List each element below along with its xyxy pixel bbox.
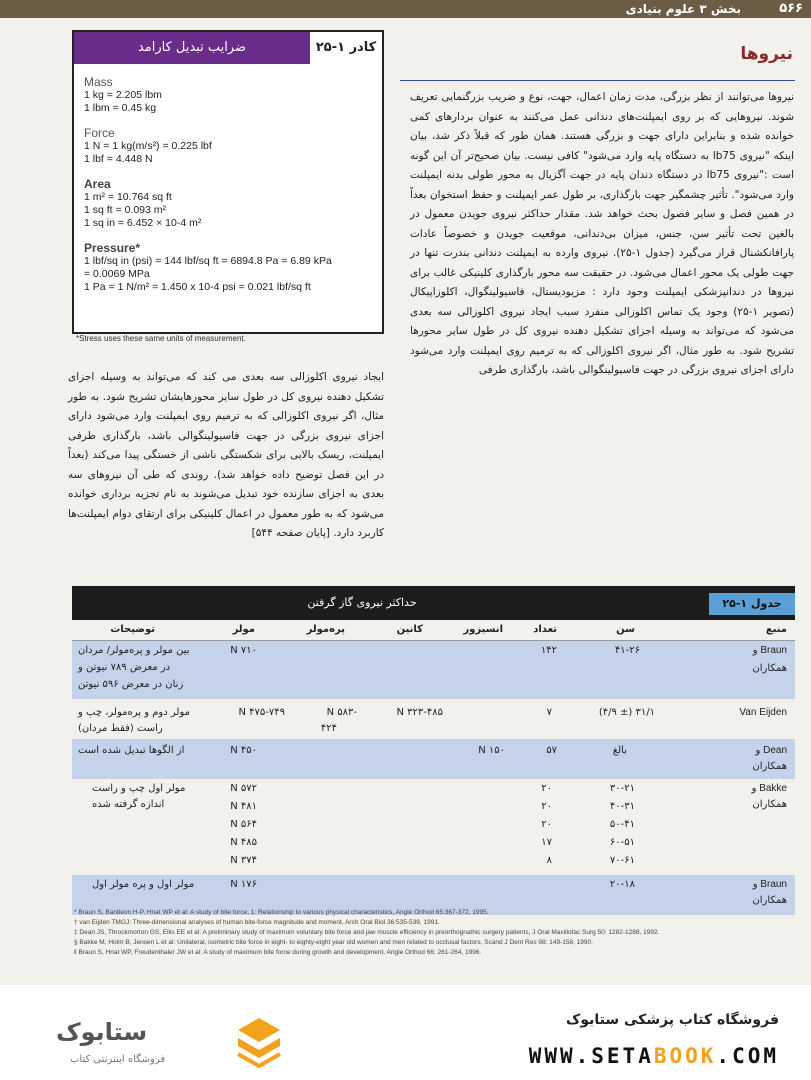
- mass-line: 1 kg = 2.205 lbm: [84, 89, 162, 101]
- table-row: [72, 699, 795, 739]
- row-molar: ۳۷۴ N: [230, 855, 257, 866]
- footnote: § Bakke M, Holm B, Jensen L et al: Unilateral, isometric bite force in eight- to eighty-eight year old women and men related to occlusal factors, Scand J Dent Res 98: 149-158, 1990.: [74, 939, 593, 946]
- page-header: [0, 0, 811, 18]
- col-canine: کانین: [396, 624, 423, 635]
- row-molar: ۴۸۵ N: [230, 837, 257, 848]
- paragraph-right: نیروها می‌توانند از نظر بزرگی، مدت زمان اعمال، جهت، نوع و ضریب بزرگنمایی تعریف شوند. نیروهایی که بر روی ایمپلنت‌های دندانی عمل می‌کنند به عنوان بردارهای کمی خوانده شده و بنابراین دارای جهت و بزرگی هستند. همان طور که قبلاً ذکر شد، بیان اینکه "نیروی lb75 به دستگاه پایه وارد می‌شود" کافی نیست. بیان صحیح‌تر آن این گونه است :"نیروی lb75 در دستگاه دندان پایه در جهت آگزیال به محور طولی بدنه ایمپلنت وارد می‌شود". تأثیر چشمگیر جهت بارگذاری، بر طول عمر ایمپلنت و حفظ استخوان بعداً در همین فصل و سایر فصول بحث خواهد شد. مقدار حداکثر نیروی جویدن معمول در بالغین تحت تأثیر سن، جنس، میزان بی‌دندانی، موقعیت جویدن و خصوصاً عادات پارافانکشنال قرار می‌گیرد (جدول ۱-۲۵). نیروی وارده به ایمپلنت دندانی بندرت تنها در جهت طولی یک محور اعمال می‌شود. در حقیقت سه محور بارگذاری کلینیکی غالب برای نیروها در دندانپزشکی ایمپلنت وجود دارد : مزیودیستال، فاسیولینگوال، اکلوزاپیکال (تصویر ۱-۲۵) وجود یک تماس اکلوزالی منفرد سبب ایجاد نیروی اکلوزالی سه بعدی می‌شود که می‌تواند به وسیله اجزای تشکیل دهنده نیروی کل در طول سایر محورها تشریح شود. به طور مثال، اگر نیروی اکلوزالی که به ترمیم روی ایمپلنت وارد می‌شود دارای اجزای نیروی بزرگی در جهت فاسیولینگوالی باشد، بارگذاری طرفی: [410, 91, 794, 376]
- row-count: ۱۴۲: [540, 645, 557, 656]
- row-age: ۲۰-۱۸: [609, 879, 635, 890]
- footnote: ‖ Braun S, Hnat WP, Freudenthaler JW et al: A study of maximum bite force during growth and development, Angle Orthod 66: 261-264, 1996.: [74, 949, 482, 956]
- row-age: ۴۰-۳۱: [609, 801, 635, 812]
- row-note: بین مولر و پره‌مولر/ مردان: [78, 645, 190, 656]
- row-note: مولر دوم و پره‌مولر، چپ و: [78, 707, 190, 718]
- table-row: [72, 739, 795, 779]
- row-age: بالغ: [612, 745, 627, 756]
- row-note: زنان در معرض ۵۹۶ نیوتن: [78, 679, 184, 690]
- page-number: ۵۶۶: [779, 1, 803, 16]
- row-source-2: همکاران: [752, 799, 787, 810]
- row-note: مولر اول و پره مولر اول: [92, 879, 195, 890]
- row-incisor: ۱۵۰ N: [478, 745, 505, 756]
- col-source: منبع: [765, 624, 787, 635]
- col-premolar: پره‌مولر: [306, 624, 345, 635]
- row-molar: ۵۶۴ N: [230, 819, 257, 830]
- row-count: ۲۰: [541, 783, 552, 794]
- col-notes: توضیحات: [110, 624, 155, 635]
- paragraph-left: ایجاد نیروی اکلوزالی سه بعدی می کند که می‌تواند به وسیله اجزای تشکیل دهنده نیروی کل در طول سایر محورهایشان تشریح شود. به طور مثال، اگر نیروی اکلوزالی که به ترمیم روی ایمپلنت وارد می‌شود دارای اجزای نیروی بزرگی در جهت فاسیولینگوالی باشد، بارگذاری طرفی ایمپلنت، ریسک بالایی برای شکستگی ناشی از خستگی پیدا می‌کند (بعداً در این فصل توضیح داده خواهد شد). روندی که طی آن نیروهای سه بعدی به اجزای سازنده خود تبدیل می‌شوند به نام تجزیه برداری خوانده می‌شود که به طور معمول در اعمال کلینیکی برای ارتقای دوام ایمپلنت‌ها کاربرد دارد. [پایان صفحه ۵۴۴]: [68, 371, 384, 539]
- row-premolar-2: ۴۲۴: [320, 723, 337, 734]
- row-source: Braun و: [752, 879, 787, 890]
- row-age: ۳۱/۱ (± ۴/۹): [598, 707, 655, 718]
- section-rule: [400, 80, 795, 81]
- table-row: [72, 641, 795, 699]
- row-age: ۵۰-۴۱: [609, 819, 635, 830]
- pressure-heading: Pressure*: [84, 241, 141, 255]
- section-name: بخش ۳ علوم بنیادی: [625, 2, 741, 16]
- row-source: Bakke و: [751, 783, 787, 794]
- url-part-highlight: BOOK: [653, 1044, 717, 1068]
- row-source: Braun و: [752, 645, 787, 656]
- row-count: ۲۰: [541, 801, 552, 812]
- row-age: ۷۰-۶۱: [609, 855, 635, 866]
- book-logo-icon: [234, 1014, 284, 1068]
- area-line: 1 sq in = 6.452 × 10-4 m²: [84, 217, 202, 229]
- table-title: حداکثر نیروی گاز گرفتن: [307, 596, 417, 609]
- store-logo-subtitle: فروشگاه اینترنتی کتاب: [70, 1054, 166, 1065]
- row-note: راست (فقط مردان): [78, 723, 163, 734]
- row-molar: ۴۸۱ N: [230, 801, 257, 812]
- row-source-2: همکاران: [752, 761, 787, 772]
- box-number: کادر ۱-۲۵: [310, 32, 382, 64]
- footnote: † van Eijden TMGJ: Three-dimensional analyses of human bite-force magnitude and moment, Arch Oral Biol 36:535-539, 1991.: [74, 919, 440, 926]
- force-line: 1 N = 1 kg(m/s²) = 0.225 lbf: [84, 140, 212, 152]
- row-count: ۵۷: [546, 745, 557, 756]
- url-part: .COM: [716, 1044, 779, 1068]
- row-source-2: همکاران: [752, 663, 787, 674]
- row-count: ۱۷: [541, 837, 552, 848]
- row-note: مولر اول چپ و راست: [92, 783, 186, 794]
- pressure-line: 1 Pa = 1 N/m² = 1.450 x 10-4 psi = 0.021 lbf/sq ft: [84, 281, 311, 293]
- row-canine: ۳۲۳-۴۸۵ N: [396, 707, 443, 718]
- store-name: فروشگاه کتاب پزشکی ستابوک: [566, 1012, 779, 1028]
- store-url[interactable]: [529, 1044, 779, 1068]
- row-note: از الگوها تبدیل شده است: [78, 745, 185, 756]
- store-logo-text: ستابوک: [56, 1018, 148, 1046]
- box-title: ضرایب تبدیل کارامد: [74, 32, 310, 64]
- footnote: ‡ Dean JS, Throckmorton GS, Ellis EE et al: A preliminary study of maximum voluntary bite force and jaw muscle efficiency in preorthognathic surgery patients, J Oral Maxillofac Surg 50: 1282-1288, 1992.: [74, 929, 660, 936]
- row-count: ۲۰: [541, 819, 552, 830]
- area-heading: Area: [84, 177, 111, 191]
- row-molar: ۱۷۶ N: [230, 879, 257, 890]
- force-line: 1 lbf = 4.448 N: [84, 153, 153, 165]
- col-molar: مولر: [232, 624, 255, 635]
- row-molar: ۴۵۰ N: [230, 745, 257, 756]
- mass-line: 1 lbm = 0.45 kg: [84, 102, 157, 114]
- row-source-2: همکاران: [752, 895, 787, 906]
- row-count: ۸: [546, 855, 552, 866]
- col-age: سن: [616, 624, 635, 635]
- row-age: ۶۰-۵۱: [609, 837, 635, 848]
- force-heading: Force: [84, 126, 115, 140]
- col-count: تعداد: [533, 624, 557, 635]
- area-line: 1 sq ft = 0.093 m²: [84, 204, 167, 216]
- table-footnotes: [74, 908, 794, 958]
- bite-force-table: [72, 586, 795, 915]
- row-molar: ۴۷۵-۷۴۹ N: [238, 707, 285, 718]
- table-number: جدول ۱-۲۵: [709, 593, 795, 615]
- row-premolar: -۵۸۳ N: [326, 707, 357, 718]
- row-molar: ۵۷۲ N: [230, 783, 257, 794]
- table-row: [72, 779, 795, 875]
- col-incisor: انسیزور: [463, 624, 503, 635]
- row-molar: ۷۱۰ N: [230, 645, 257, 656]
- row-age: ۳۰-۲۱: [609, 783, 635, 794]
- row-source: Van Eijden: [739, 707, 787, 718]
- area-line: 1 m² = 10.764 sq ft: [84, 191, 172, 203]
- row-note: اندازه گرفته شده: [92, 799, 165, 810]
- table-header-row: [72, 620, 795, 641]
- section-title: نیروها: [740, 44, 793, 64]
- row-count: ۷: [546, 707, 552, 718]
- conversion-box: [72, 30, 384, 334]
- pressure-line: = 0.0069 MPa: [84, 268, 150, 280]
- row-age: ۴۱-۲۶: [614, 645, 640, 656]
- mass-heading: Mass: [84, 75, 113, 89]
- pressure-line: 1 lbf/sq in (psi) = 144 lbf/sq ft = 6894.8 Pa = 6.89 kPa: [84, 255, 332, 267]
- row-source: Dean و: [755, 745, 787, 756]
- url-part: WWW.SETA: [528, 1044, 654, 1068]
- box-footnote: *Stress uses these same units of measurement.: [76, 334, 246, 343]
- row-note: در معرض ۷۸۹ نیوتن و: [78, 662, 171, 673]
- footnote: * Braun S, Bantleon H-P, Hnat WP et al: A study of bite force, 1: Relationship to various physical characteristics, Angle Orthod 65:367-372, 1995.: [74, 909, 489, 916]
